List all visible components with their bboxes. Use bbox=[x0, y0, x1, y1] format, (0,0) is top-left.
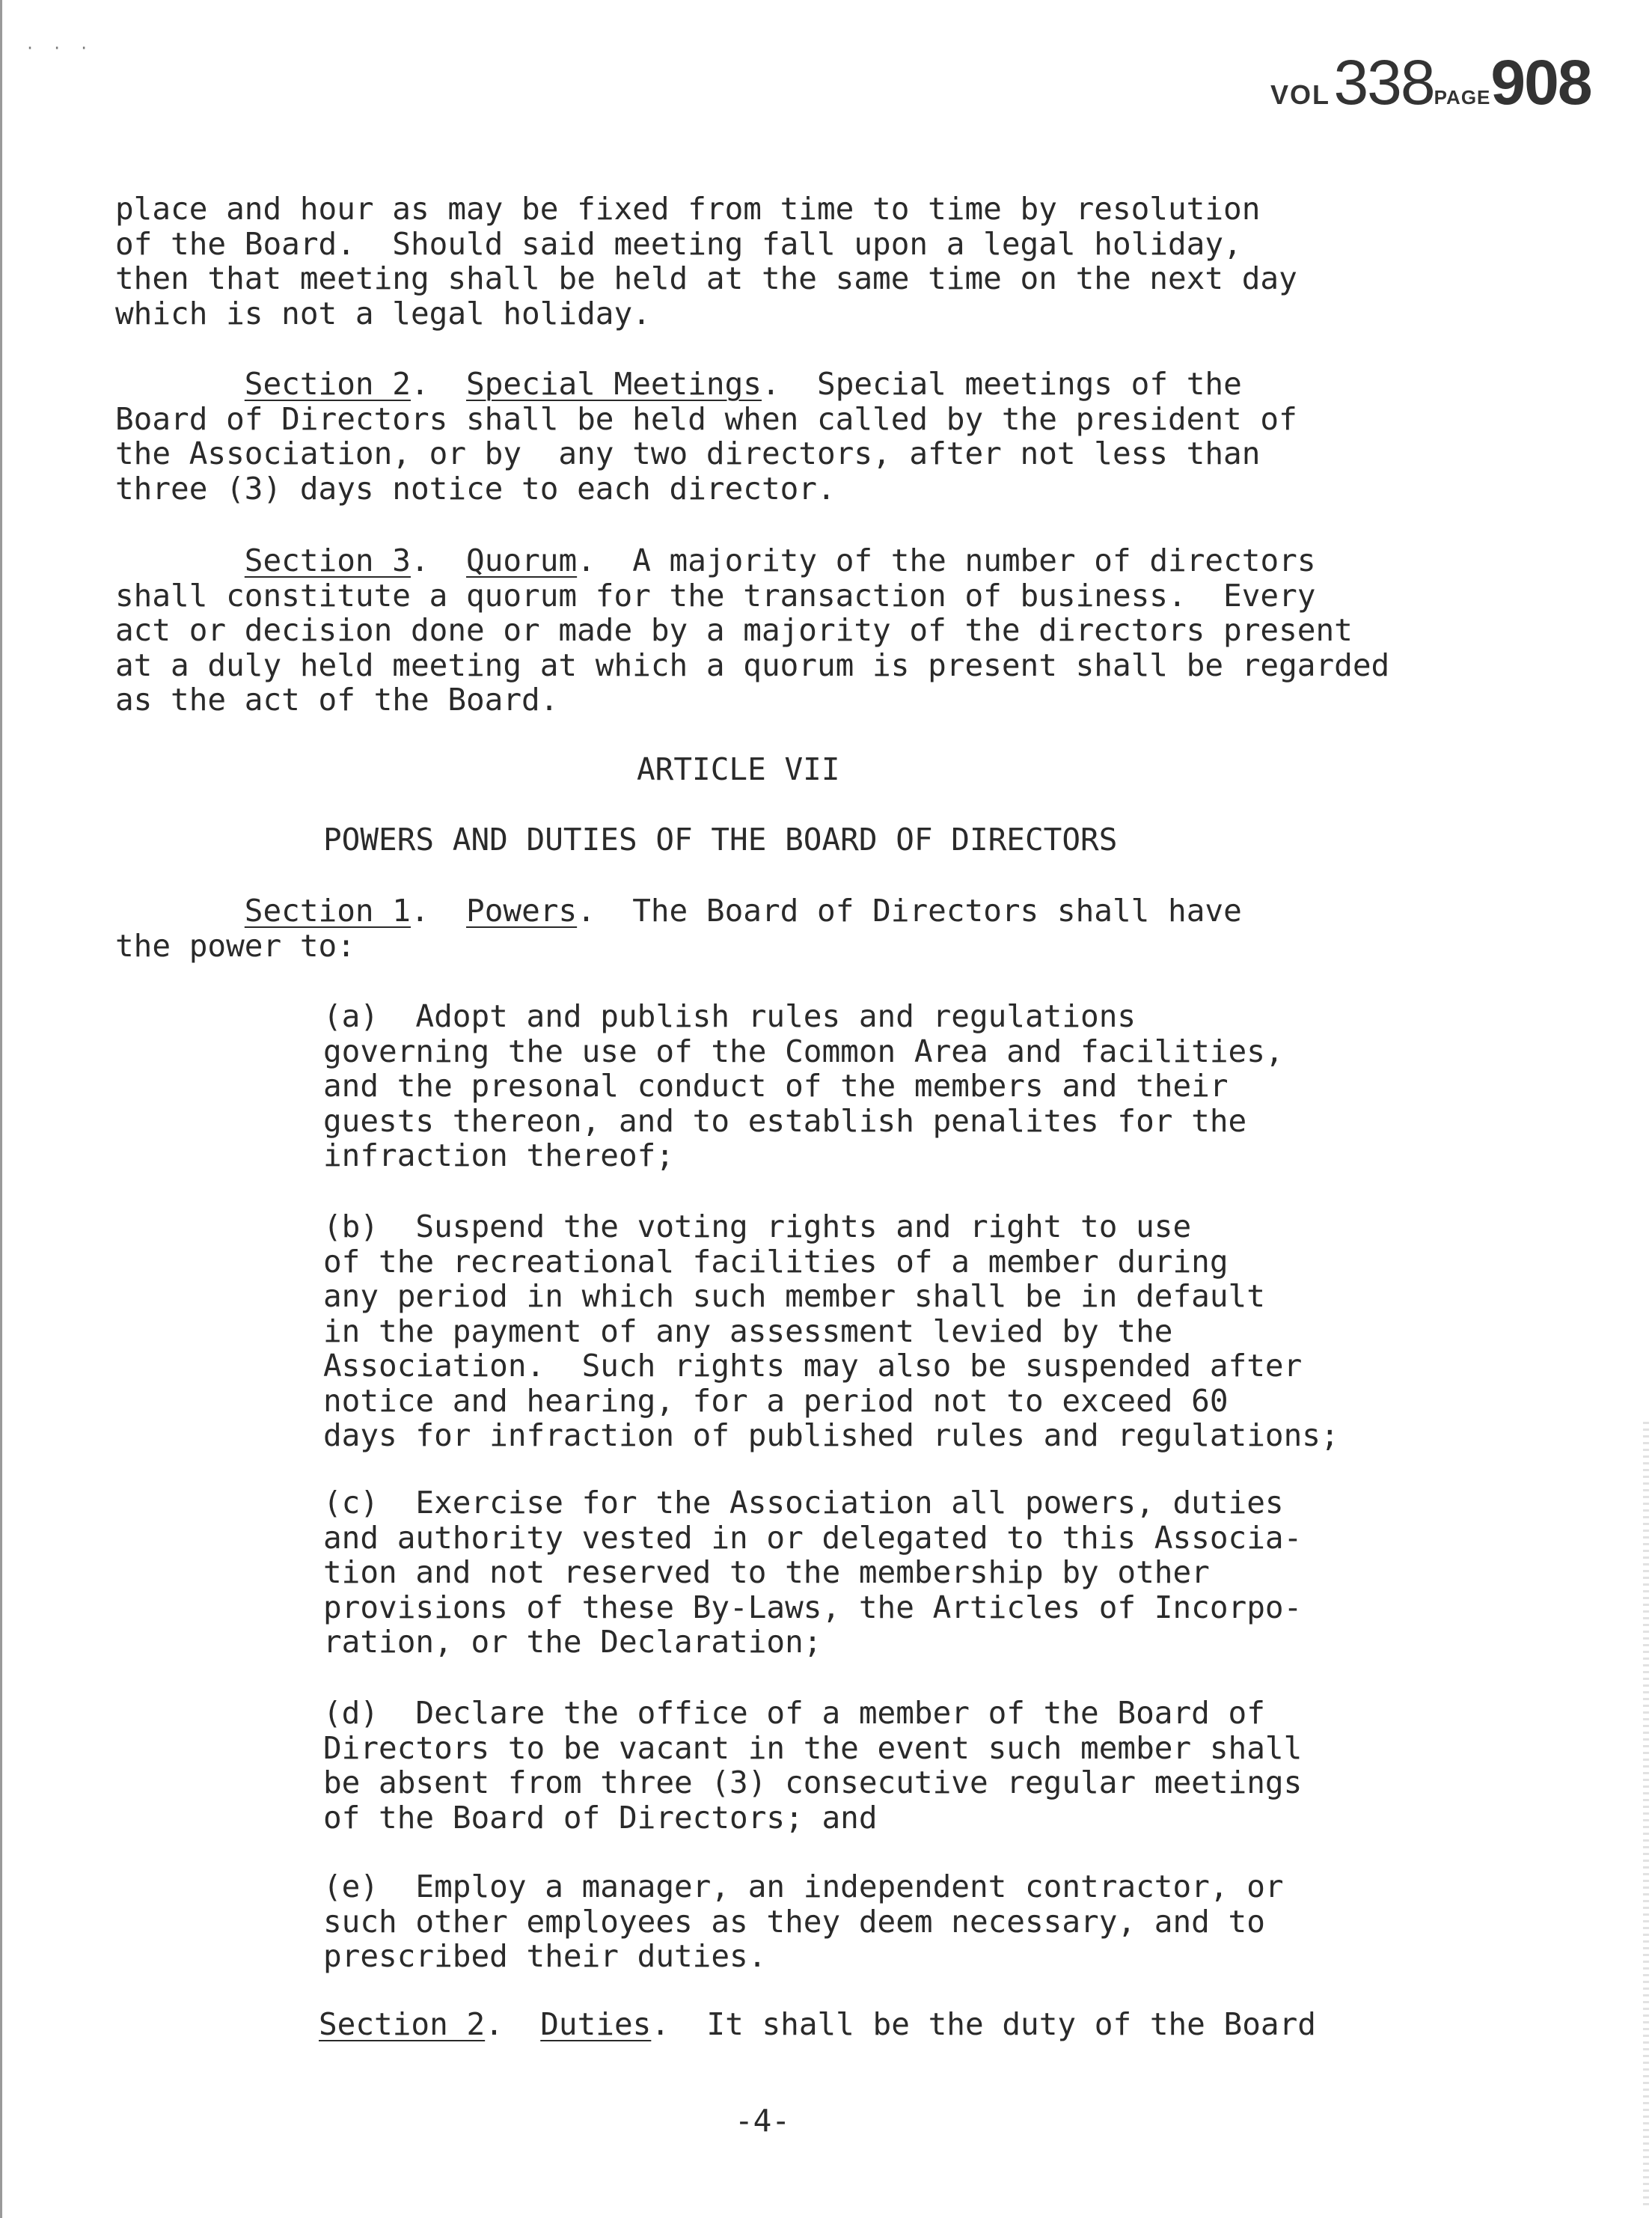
power-item-a bbox=[323, 999, 1284, 1173]
section-text: . The Board of Directors shall have bbox=[577, 893, 1242, 929]
section-title: Quorum bbox=[466, 543, 578, 578]
text-line: of the Board. Should said meeting fall upon a legal holiday, bbox=[115, 225, 1242, 262]
text-line: Section 1. Powers. The Board of Directors shall have bbox=[244, 893, 1242, 929]
intro-paragraph bbox=[115, 192, 1297, 331]
quorum-section bbox=[115, 543, 1389, 718]
text-line: of the recreational facilities of a member during bbox=[323, 1243, 1229, 1280]
article-subheading: POWERS AND DUTIES OF THE BOARD OF DIRECTORS bbox=[323, 822, 1118, 858]
section-number: Section 3 bbox=[244, 543, 411, 578]
stamp-vol-label: VOL bbox=[1270, 79, 1331, 110]
special-meetings-section bbox=[115, 367, 1297, 506]
stamp-page-number: 908 bbox=[1490, 47, 1591, 117]
text-line: shall constitute a quorum for the transaction of business. Every bbox=[115, 577, 1316, 614]
scan-edge-noise bbox=[1643, 1422, 1649, 2208]
text-line: provisions of these By-Laws, the Articles of Incorpo- bbox=[323, 1589, 1303, 1625]
volume-page-stamp bbox=[1270, 46, 1591, 119]
text-line: in the payment of any assessment levied by the bbox=[323, 1313, 1173, 1349]
text-line: Section 2. Duties. It shall be the duty of the Board bbox=[319, 2006, 1316, 2042]
section-title: Special Meetings bbox=[466, 366, 762, 402]
section-title: Duties bbox=[540, 2006, 652, 2042]
text-line: days for infraction of published rules and regulations; bbox=[323, 1417, 1339, 1453]
power-item-c bbox=[323, 1485, 1302, 1660]
text-line: (a) Adopt and publish rules and regulations bbox=[323, 998, 1136, 1034]
text-line: (b) Suspend the voting rights and right to use bbox=[323, 1209, 1192, 1244]
text-line: place and hour as may be fixed from time to time by resolution bbox=[115, 191, 1261, 227]
text-line: Board of Directors shall be held when called by the president of bbox=[115, 400, 1297, 437]
text-line: Section 3. Quorum. A majority of the number of directors bbox=[244, 543, 1316, 578]
text-line: guests thereon, and to establish penalites for the bbox=[323, 1102, 1247, 1139]
section-title: Powers bbox=[466, 893, 578, 929]
text-line: the Association, or by any two directors, after not less than bbox=[115, 436, 1261, 471]
section-number: Section 1 bbox=[244, 893, 411, 929]
text-line: (c) Exercise for the Association all powers, duties bbox=[323, 1485, 1284, 1521]
text-line: notice and hearing, for a period not to exceed 60 bbox=[323, 1382, 1229, 1419]
article-heading: ARTICLE VII bbox=[637, 751, 840, 787]
text-line: such other employees as they deem necessary, and to bbox=[323, 1903, 1265, 1940]
text-line: Association. Such rights may also be suspended after bbox=[323, 1348, 1303, 1384]
section-text: . It shall be the duty of the Board bbox=[651, 2006, 1316, 2042]
text-line: prescribed their duties. bbox=[323, 1938, 767, 1974]
text-line: be absent from three (3) consecutive regular meetings bbox=[323, 1765, 1303, 1800]
scan-speckle: · · · bbox=[25, 39, 94, 57]
text-line: and the presonal conduct of the members and their bbox=[323, 1068, 1229, 1104]
text-line: at a duly held meeting at which a quorum is present shall be regarded bbox=[115, 647, 1390, 683]
text-line: as the act of the Board. bbox=[115, 682, 559, 718]
duties-section bbox=[319, 2007, 1316, 2042]
stamp-page-label: PAGE bbox=[1434, 86, 1491, 109]
text-line: tion and not reserved to the membership by other bbox=[323, 1554, 1210, 1590]
text-line: the power to: bbox=[115, 927, 355, 964]
text-line: and authority vested in or delegated to this Associa- bbox=[323, 1519, 1303, 1556]
section-text: . A majority of the number of directors bbox=[577, 543, 1316, 578]
page-edge bbox=[0, 0, 2, 2218]
powers-section bbox=[115, 893, 1242, 963]
power-item-b bbox=[323, 1209, 1339, 1453]
power-item-d bbox=[323, 1696, 1302, 1835]
section-number: Section 2 bbox=[319, 2006, 486, 2042]
text-line: Directors to be vacant in the event such member shall bbox=[323, 1729, 1303, 1766]
page-number-footer: -4- bbox=[735, 2103, 791, 2139]
text-line: act or decision done or made by a majority of the directors present bbox=[115, 612, 1353, 648]
section-number: Section 2 bbox=[244, 366, 411, 402]
text-line: (e) Employ a manager, an independent contractor, or bbox=[323, 1869, 1284, 1904]
text-line: governing the use of the Common Area and facilities, bbox=[323, 1033, 1284, 1069]
text-line: infraction thereof; bbox=[323, 1137, 674, 1173]
text-line: Section 2. Special Meetings. Special meetings of the bbox=[244, 366, 1242, 402]
stamp-vol-number: 338 bbox=[1333, 47, 1434, 117]
text-line: (d) Declare the office of a member of the Board of bbox=[323, 1695, 1265, 1731]
text-line: of the Board of Directors; and bbox=[323, 1799, 878, 1836]
text-line: which is not a legal holiday. bbox=[115, 295, 651, 332]
section-text: . Special meetings of the bbox=[761, 366, 1242, 402]
text-line: then that meeting shall be held at the same time on the next day bbox=[115, 260, 1297, 296]
text-line: three (3) days notice to each director. bbox=[115, 470, 836, 507]
power-item-e bbox=[323, 1869, 1284, 1974]
text-line: ration, or the Declaration; bbox=[323, 1624, 822, 1660]
text-line: any period in which such member shall be in default bbox=[323, 1278, 1265, 1314]
